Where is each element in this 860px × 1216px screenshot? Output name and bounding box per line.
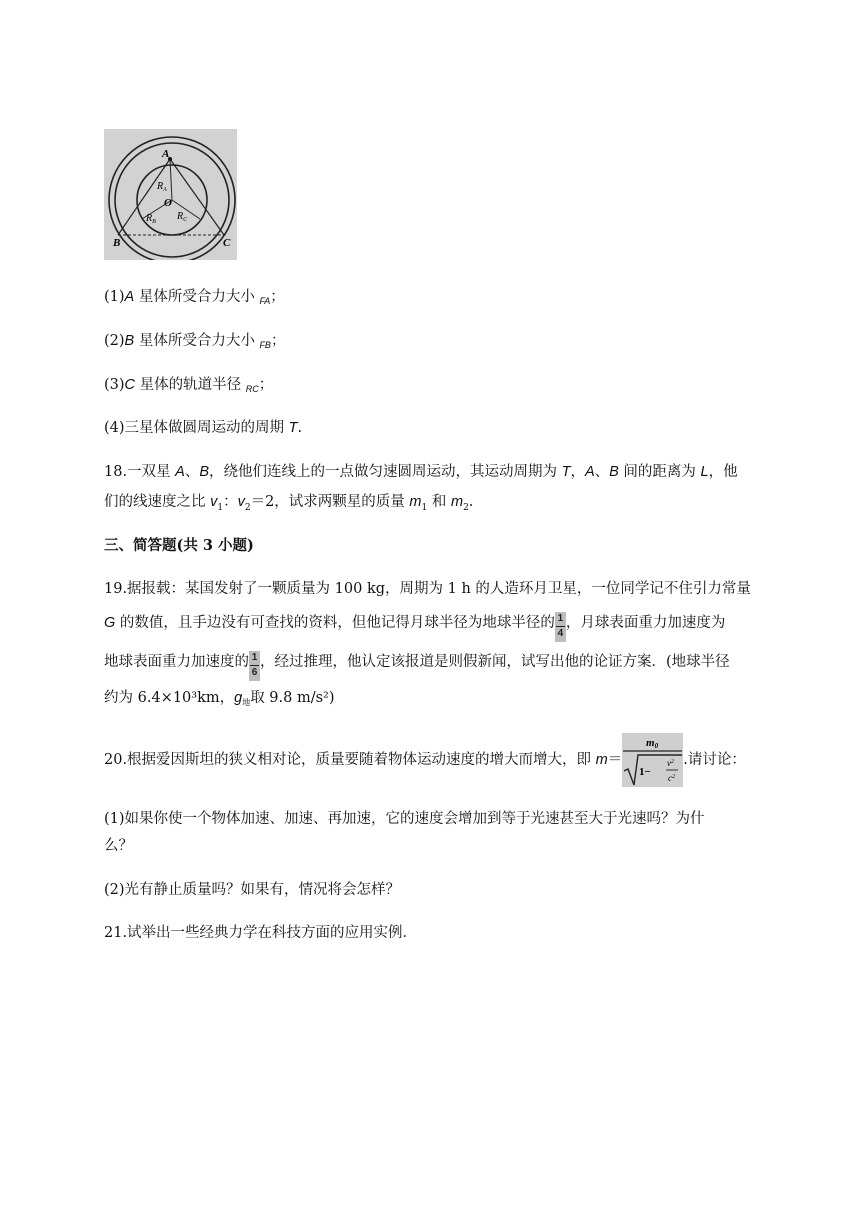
label-b: B (113, 237, 121, 249)
q17-part4: (4)三星体做圆周运动的周期 T. (104, 420, 303, 436)
orbit-diagram (104, 129, 237, 260)
q18-line1: 18.一双星 A、B，绕他们连线上的一点做匀速圆周运动，其运动周期为 T，A、B 间的距离为 L，他 (104, 464, 738, 480)
q20-part1-line1: (1)如果你使一个物体加速、加速、再加速，它的速度会增加到等于光速甚至大于光速吗？为什 (104, 811, 705, 827)
q20-part1-line2: 么？ (104, 838, 133, 854)
q17-part3: (3)C 星体的轨道半径 $_{RC}$； (104, 377, 274, 394)
q19-line4: 约为 6.4×10³km，$g_地$取 9.8 m/s²) (104, 690, 335, 707)
label-ra: $R_A$ (157, 181, 167, 193)
orbit-diagram-svg (104, 129, 237, 260)
label-rc: $R_C$ (177, 211, 188, 223)
section-3-title: 三、简答题(共 3 小题) (104, 537, 254, 554)
relativistic-mass-formula (622, 733, 683, 787)
formula-one-minus: 1− (639, 766, 652, 778)
label-c: C (223, 237, 231, 249)
q18-line2: 们的线速度之比 $v_1$：$v_2=2$，试求两颗星的质量 $m_1$ 和 $m_2$. (104, 494, 474, 513)
q20-part2: (2)光有静止质量吗？如果有，情况将会怎样？ (104, 882, 401, 898)
fraction-quarter: $\frac{1}{4}$ (555, 612, 566, 642)
q17-part2: (2)B 星体所受合力大小 $_{FB}$； (104, 333, 286, 350)
label-rb: $R_B$ (146, 213, 156, 225)
q19-line3: 地球表面重力加速度的$\frac{1}{6}$，经过推理，他认定该报道是则假新闻，试写出他的论证方案．(地球半径 (104, 651, 730, 681)
q21: 21.试举出一些经典力学在科技方面的应用实例． (104, 925, 418, 941)
formula-v: $v^2$ (667, 758, 675, 768)
formula-m0: m0 (646, 737, 659, 750)
q17-part1: (1)A 星体所受合力大小 $_{FA}$； (104, 289, 285, 306)
side-ab (118, 159, 170, 235)
q19-line2: G 的数值，且手边没有可查找的资料，但他记得月球半径为地球半径的$\frac{1}{4}$，月球表面重力加速度为 (104, 612, 725, 642)
fraction-sixth: $\frac{1}{6}$ (249, 651, 260, 681)
label-o: O (164, 197, 172, 209)
q20-line1: 20.根据爱因斯坦的狭义相对论，质量要随着物体运动速度的增大而增大，即 m＝ m0 1− $v^2$ $c^2$ .请讨论： (104, 733, 746, 787)
formula-c: $c^2$ (668, 773, 676, 783)
q19-line1: 19.据报载：某国发射了一颗质量为 100 kg，周期为 1 h 的人造环月卫星，一位同学记不住引力常量 (104, 581, 751, 597)
label-a: A (162, 148, 170, 160)
